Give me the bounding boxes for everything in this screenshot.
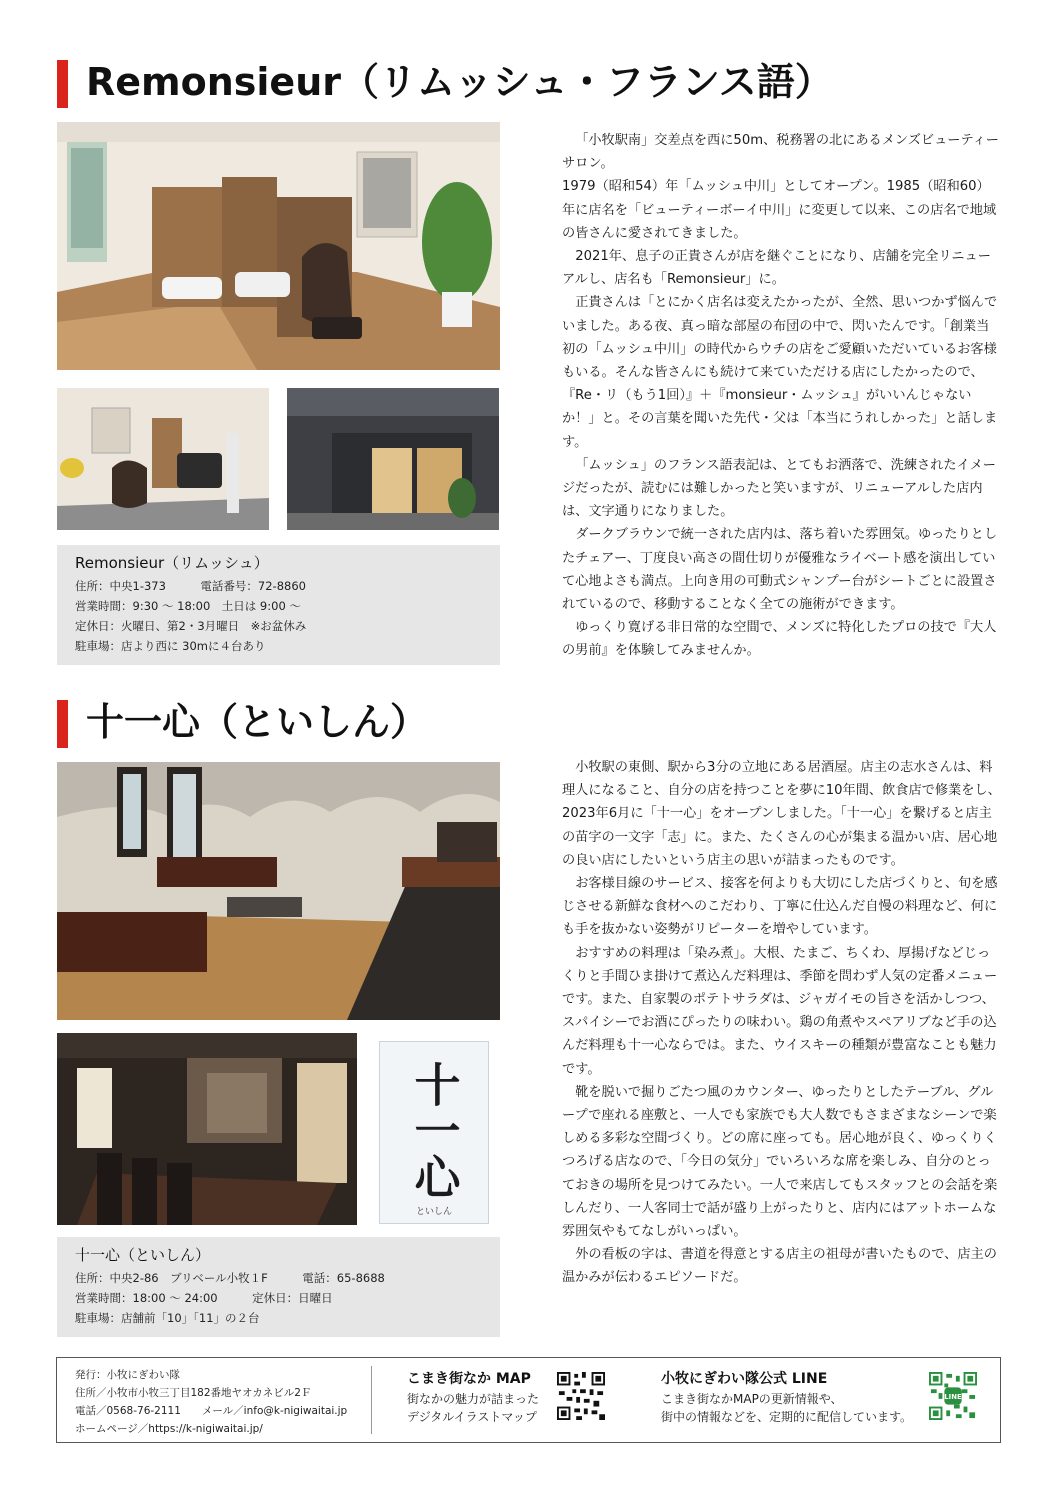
map-description-line: 街なかの魅力が詰まった xyxy=(407,1392,540,1406)
line-description-line: 街中の情報などを、定期的に配信しています。 xyxy=(661,1410,913,1424)
shop-name: 十一心（といしん） xyxy=(75,1246,211,1264)
shampoo-station-photo xyxy=(57,388,269,530)
shop-address: 住所：中央2-86 ブリベール小牧１F 電話：65-8688 xyxy=(75,1271,385,1285)
remonsieur-info-box xyxy=(57,545,500,665)
publisher-name: 発行：小牧にぎわい隊 xyxy=(75,1369,180,1381)
paragraph: ダークブラウンで統一された店内は、落ち着いた雰囲気。ゆったりとしたチェアー、丁度良い高さの間仕切りが優雅なライベート感を演出していて心地よさも満点。上向き用の可動式シャンプー台がシートごとに設置されているので、移動することなく全ての施術ができます。 xyxy=(562,527,998,613)
paragraph: 1979（昭和54）年「ムッシュ中川」としてオープン。1985（昭和60）年に店名を「ビューティーボーイ中川」に変更して以来、この店名で地域の皆さんに愛されてきました。 xyxy=(562,179,997,241)
shop-parking: 駐車場：店より西に 30mに４台あり xyxy=(75,639,266,653)
paragraph: お客様目線のサービス、接客を何よりも大切にした店づくりと、旬を感じさせる新鮮な食材へのこだわり、丁寧に仕込んだ自慢の料理など、何にも手を抜かない姿勢がリピーターを増やしています。 xyxy=(562,876,998,938)
shop-name: Remonsieur（リムッシュ） xyxy=(75,554,269,572)
paragraph: 小牧駅の東側、駅から3分の立地にある居酒屋。店主の志水さんは、料理人になること、自分の店を持つことを夢に10年間、飲食店で修業をし、2023年6月に「十一心」をオープンしました。「十一心」を繋げると店主の苗字の一文字「志」に。また、たくさんの心が集まる温かい店、居心地の良い店にしたいという店主の思いが詰まったものです。 xyxy=(562,760,1001,868)
shop-parking: 駐車場：店舗前「10」「11」の２台 xyxy=(75,1311,260,1325)
salon-interior-photo xyxy=(57,122,500,370)
shop-signboard-photo xyxy=(379,1041,489,1224)
section-accent-bar xyxy=(57,700,68,748)
qr-code-map-icon[interactable] xyxy=(557,1372,605,1420)
paragraph: 外の看板の字は、書道を得意とする店主の祖母が書いたもので、店主の温かみが伝わるエピソードだ。 xyxy=(562,1247,997,1286)
signboard-subtitle: といしん xyxy=(415,1207,452,1217)
section-accent-bar xyxy=(57,60,68,108)
shop-hours: 営業時間：9:30 ～ 18:00 土日は 9:00 ～ xyxy=(75,599,301,613)
line-title: 小牧にぎわい隊公式 LINE xyxy=(661,1371,828,1387)
line-logo-text: LINE xyxy=(944,1392,962,1401)
izakaya-interior-photo xyxy=(57,762,500,1020)
shop-closed-days: 定休日：火曜日、第2・3月曜日 ※お盆休み xyxy=(75,619,307,633)
publisher-homepage[interactable]: ホームページ／https://k-nigiwaitai.jp/ xyxy=(75,1423,263,1435)
shop-address: 住所：中央1-373 電話番号：72-8860 xyxy=(75,579,306,593)
paragraph: ゆっくり寛げる非日常的な空間で、メンズに特化したプロの技で『大人の男前』を体験してみませんか。 xyxy=(562,620,997,659)
map-description-line: デジタルイラストマップ xyxy=(407,1410,537,1424)
table-seating-photo xyxy=(57,1033,357,1225)
remonsieur-article xyxy=(562,129,1002,663)
storefront-photo xyxy=(287,388,499,530)
map-title: こまき街なか MAP xyxy=(407,1371,531,1387)
publisher-footer xyxy=(56,1357,1001,1443)
shop-hours: 営業時間：18:00 ～ 24:00 定休日：日曜日 xyxy=(75,1291,333,1305)
paragraph: 「ムッシュ」のフランス語表記は、とてもお洒落で、洗練されたイメージだったが、読むには難しかったと笑いますが、リニューアルした店内は、文字通りになりました。 xyxy=(562,457,996,520)
publisher-contact: 電話／0568-76-2111 メール／info@k-nigiwaitai.jp xyxy=(75,1405,348,1417)
paragraph: 正貴さんは「とにかく店名は変えたかったが、全然、思いつかず悩んでいました。ある夜、真っ暗な部屋の布団の中で、閃いたんです。「創業当初の「ムッシュ中川」の時代からウチの店をご愛顧いただいているお客様もいる。そんな皆さんにも続けて来ていただける店にしたかったので、『Re・リ（もう1回）』＋『monsieur・ムッシュ』がいいんじゃないか！」と。その言葉を聞いた先代・父は「本当にうれしかった」と話します。 xyxy=(562,295,998,450)
paragraph: 2021年、息子の正貴さんが店を継ぐことになり、店舗を完全リニューアルし、店名も「Remonsieur」に。 xyxy=(562,249,991,288)
section-title-toishin: 十一心（といしん） xyxy=(86,700,429,744)
paragraph: おすすめの料理は「染み煮」。大根、たまご、ちくわ、厚揚げなどじっくりと手間ひま掛けて煮込んだ料理は、季節を問わず人気の定番メニューです。また、自家製のポテトサラダは、ジャガイモの旨さを活かしつつ、スパイシーでお酒にぴったりの味わい。鶏の角煮やスペアリブなど手の込んだ料理も十一心ならでは。また、ウイスキーの種類が豊富なことも魅力です。 xyxy=(562,945,998,1077)
publisher-address: 住所／小牧市小牧三丁目182番地ヤオカネビル2Ｆ xyxy=(75,1387,312,1399)
qr-code-line-icon[interactable] xyxy=(929,1372,977,1420)
line-description-line: こまき街なかMAPの更新情報や、 xyxy=(661,1392,843,1406)
signboard-calligraphy: 十一心 xyxy=(407,1061,462,1199)
section-title-remonsieur: Remonsieur（リムッシュ・フランス語） xyxy=(86,60,833,104)
toishin-article xyxy=(562,756,1002,1290)
toishin-info-box xyxy=(57,1237,500,1337)
footer-divider xyxy=(371,1366,372,1434)
paragraph: 「小牧駅南」交差点を西に50m、税務署の北にあるメンズビューティーサロン。 xyxy=(562,133,999,172)
paragraph: 靴を脱いで掘りごたつ風のカウンター、ゆったりとしたテーブル、グループで座れる座敷と、一人でも家族でも大人数でもさまざまなシーンで楽しめる多彩な空間づくり。どの席に座っても。居心地が良く、ゆっくりくつろげる店なので、「今日の気分」でいろいろな席を楽しみ、自分のとっておきの場所を見つけてみたい。一人で来店してもスタッフとの会話を楽しんだり、一人客同士で話が盛り上がったりと、店内にはアットホームな雰囲気やもてなしがいっぱい。 xyxy=(562,1084,998,1240)
